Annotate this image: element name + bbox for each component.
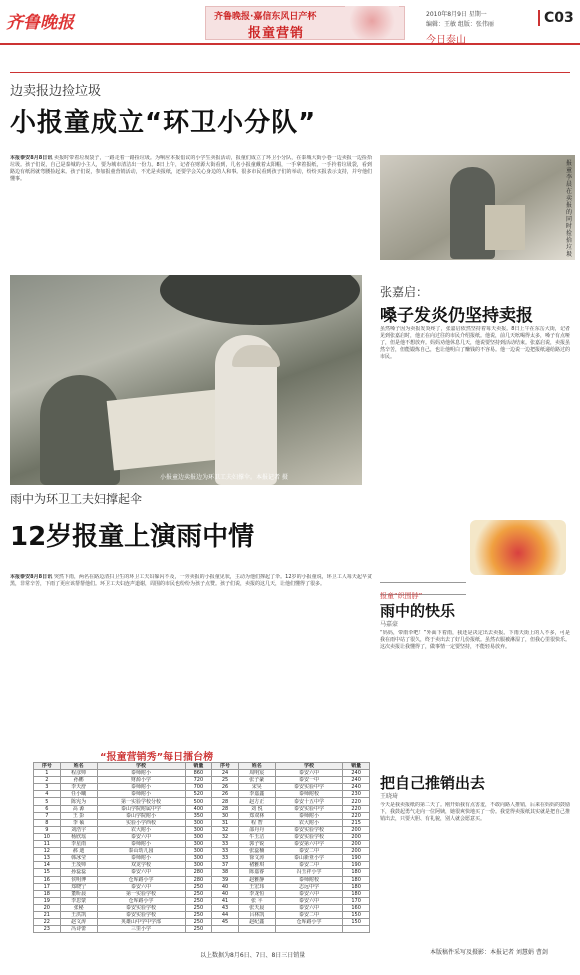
table-cell: 郑双林	[238, 812, 275, 819]
table-cell: 23	[34, 926, 61, 933]
table-cell: 33	[212, 848, 239, 855]
table-body	[34, 770, 370, 933]
table-cell: 孙蕊蕊	[60, 869, 97, 876]
article1-kicker: 边卖报边捡垃圾	[10, 84, 102, 99]
table-header-row	[34, 763, 370, 770]
table-row	[34, 784, 370, 791]
table-cell: 郑晓宁	[60, 883, 97, 890]
table-cell: 160	[343, 904, 370, 911]
table-cell: 33	[212, 855, 239, 862]
main-photo-caption: 小报童边卖报边为环卫工夫妇撑伞。本报记者 摄	[160, 474, 288, 481]
table-row	[34, 919, 370, 926]
table-cell: 10	[34, 833, 61, 840]
table-row	[34, 791, 370, 798]
table-cell: 180	[343, 876, 370, 883]
table-header-cell: 销量	[343, 763, 370, 770]
table-cell: 26	[212, 784, 239, 791]
table-cell: 2	[34, 777, 61, 784]
table-cell: 240	[343, 777, 370, 784]
table-cell: 陈嘉睿	[238, 869, 275, 876]
table-cell: 杨欣瑶	[60, 833, 97, 840]
table-cell	[343, 926, 370, 933]
article1-headline: 小报童成立“环卫小分队”	[10, 108, 317, 138]
table-cell: 泰师附小	[97, 770, 185, 777]
article3-headline: 嗓子发炎仍坚持卖报	[380, 306, 533, 326]
table-cell	[212, 926, 239, 933]
table-cell: 张蕊楠	[238, 848, 275, 855]
section-divider	[10, 72, 570, 73]
table-cell: 泰山学院附小	[97, 812, 185, 819]
table-cell: 泰安六中	[275, 904, 343, 911]
table-cell: 高 源	[60, 805, 97, 812]
table-header-cell: 学校	[275, 763, 343, 770]
table-cell: 泰安六中	[97, 833, 185, 840]
table-cell: 24	[212, 770, 239, 777]
table-cell: 李思蒙	[60, 897, 97, 904]
table-cell: 泰安六中	[275, 897, 343, 904]
table-cell: 王茂帅	[60, 862, 97, 869]
banner-sponsor-text: 齐鲁晚报·嘉信东风日产杯	[214, 12, 317, 22]
table-cell: 150	[343, 919, 370, 926]
table-cell: 泰安六中	[275, 770, 343, 777]
table-cell: 4	[34, 791, 61, 798]
table-cell: 李嘉鑫	[238, 791, 275, 798]
section-name: 今日泰山	[426, 35, 466, 46]
newspaper-logo: 齐鲁晚报	[6, 13, 74, 33]
table-row	[34, 911, 370, 918]
table-cell: 500	[185, 798, 212, 805]
table-cell: 褚雅琪	[238, 862, 275, 869]
banner-title: 报童营销	[248, 26, 305, 41]
table-row	[34, 826, 370, 833]
table-row	[34, 862, 370, 869]
table-row	[34, 897, 370, 904]
table-cell: 泰师附小	[97, 784, 185, 791]
table-cell: 农大附小	[97, 826, 185, 833]
table-cell: 220	[343, 812, 370, 819]
decorative-graphic	[470, 520, 566, 575]
table-cell: 250	[185, 890, 212, 897]
table-cell: 31	[212, 819, 239, 826]
table-row	[34, 805, 370, 812]
table-cell: 720	[185, 777, 212, 784]
table-cell: 250	[185, 919, 212, 926]
table-cell: 14	[34, 862, 61, 869]
table-cell: 泰安二中	[275, 848, 343, 855]
table-note: 以上数据为8月6日、7日、8日三日销量	[200, 952, 306, 959]
table-cell: 徐文涛	[238, 855, 275, 862]
table-cell: 泰师附校	[275, 791, 343, 798]
table-cell: 王宏玮	[238, 883, 275, 890]
table-cell: 泰安六中	[97, 883, 185, 890]
table-cell: 泰师附小	[97, 855, 185, 862]
table-cell: 250	[185, 904, 212, 911]
table-cell: 邵丹丹	[238, 826, 275, 833]
table-cell: 22	[34, 919, 61, 926]
table-cell: 陈宪为	[60, 798, 97, 805]
table-cell: 周明宸	[238, 770, 275, 777]
page-number: C03	[538, 10, 574, 26]
table-cell: 第一实验学校分校	[97, 798, 185, 805]
table-cell: 泰安十五中学	[275, 798, 343, 805]
table-cell: 三里小学	[97, 926, 185, 933]
table-cell: 9	[34, 826, 61, 833]
table-cell: 190	[343, 862, 370, 869]
table-cell: 仓库路小学	[97, 876, 185, 883]
table-cell: 李星雨	[60, 841, 97, 848]
table-cell: 韩冰莹	[60, 855, 97, 862]
table-cell: 志远中学	[275, 883, 343, 890]
table-cell: 任小曦	[60, 791, 97, 798]
table-cell: 泰安二中	[275, 862, 343, 869]
table-cell: 180	[343, 890, 370, 897]
table-cell: 37	[212, 862, 239, 869]
table-cell: 泰安六中	[97, 869, 185, 876]
table-cell: 40	[212, 890, 239, 897]
table-header-cell: 销量	[185, 763, 212, 770]
table-cell: 26	[212, 791, 239, 798]
table-cell: 5	[34, 798, 61, 805]
sidebar-headline-1: 雨中的快乐	[380, 602, 456, 620]
table-cell: 吕林凯	[238, 911, 275, 918]
table-cell: 泰安二中	[275, 911, 343, 918]
table-cell: 泰安实验学校	[97, 904, 185, 911]
table-cell: 200	[343, 841, 370, 848]
table-cell: 20	[34, 904, 61, 911]
table-cell: 39	[212, 876, 239, 883]
table-cell: 250	[185, 911, 212, 918]
table-cell: 冯诗蕾	[60, 926, 97, 933]
flower-graphic	[345, 6, 399, 39]
table-cell: 300	[185, 826, 212, 833]
table-cell: 28	[212, 798, 239, 805]
table-row	[34, 883, 370, 890]
table-cell: 刘 悦	[238, 805, 275, 812]
table-cell: 45	[212, 919, 239, 926]
table-cell: 李天舒	[60, 784, 97, 791]
table-cell: 200	[343, 826, 370, 833]
table-cell: 16	[34, 876, 61, 883]
table-cell: 泰安实验中学	[275, 784, 343, 791]
editor-credit: 编辑：王敏 组版：张伟丽	[426, 21, 494, 28]
table-cell: 农大附小	[275, 819, 343, 826]
table-cell: 33	[212, 841, 239, 848]
table-cell: 宋昊	[238, 784, 275, 791]
table-cell: 40	[212, 883, 239, 890]
article2-kicker: 雨中为环卫工夫妇撑起伞	[10, 492, 143, 506]
table-row	[34, 855, 370, 862]
table-cell: 11	[34, 841, 61, 848]
table-header-cell: 序号	[34, 763, 61, 770]
table-cell: 冯玉祥小学	[275, 869, 343, 876]
table-cell: 21	[34, 911, 61, 918]
table-cell: 泰安实验学校	[275, 833, 343, 840]
table-cell: 赵雅静	[238, 876, 275, 883]
issue-date: 2010年8月9日 星期一	[426, 11, 487, 18]
table-cell: 180	[343, 869, 370, 876]
table-cell: 泰师附小	[97, 841, 185, 848]
table-header-cell: 序号	[212, 763, 239, 770]
table-cell: 13	[34, 855, 61, 862]
table-cell: 32	[212, 826, 239, 833]
table-cell: 实验小学西校	[97, 819, 185, 826]
table-cell: 孙鹏	[60, 777, 97, 784]
table-cell: 300	[185, 841, 212, 848]
table-cell: 李龙恒	[238, 890, 275, 897]
table-cell: 8	[34, 819, 61, 826]
table-cell: 300	[185, 819, 212, 826]
table-header-cell: 学校	[97, 763, 185, 770]
table-cell: 仓库路小学	[97, 897, 185, 904]
table-cell: 6	[34, 805, 61, 812]
table-cell	[238, 926, 275, 933]
table-cell: 程彦帅	[60, 770, 97, 777]
table-cell: 泰安一中	[275, 777, 343, 784]
table-cell: 董昕晨	[60, 890, 97, 897]
table-cell: 43	[212, 904, 239, 911]
table-row	[34, 798, 370, 805]
table-cell: 700	[185, 784, 212, 791]
table-cell: 520	[185, 791, 212, 798]
table-header-cell: 姓名	[60, 763, 97, 770]
table-cell: 44	[212, 911, 239, 918]
table-cell: 泰安第六中学	[275, 841, 343, 848]
table-cell: 牛玉洁	[238, 833, 275, 840]
table-cell: 220	[343, 798, 370, 805]
table-cell: 泰安实验学校	[275, 826, 343, 833]
table-cell: 泰师附校	[275, 876, 343, 883]
sidebar-body-2: 今天是我卖报纸的第二天了。刚开始我有点害羞，不敢向路人推销，后来在妈妈的鼓励下，我鼓起勇气走向一位阿姨，她很爽快地买了一份。我觉得卖报纸其实就是把自己推销出去，只要大胆、有礼貌，别人就会愿意买。	[380, 802, 570, 822]
table-cell: 25	[212, 777, 239, 784]
page-footer-credit: 本版稿件采写及摄影：本报记者 刘慧娟 曹剑	[430, 949, 548, 956]
table-cell: 250	[185, 926, 212, 933]
table-cell: 350	[185, 812, 212, 819]
sidebar-body-1: “妈妈，带雨伞吧！”外面下着雨，我还是决定出去卖报。下雨天街上的人不多，可是我在雨中站了很久，终于卖出去了好几份报纸。虽然衣服被淋湿了，但我心里很快乐。这次卖报让我懂得了，做事情一定要坚持，不能轻易放弃。	[380, 630, 570, 650]
table-row	[34, 904, 370, 911]
table-cell: 李 硕	[60, 819, 97, 826]
table-cell: 张秘	[60, 904, 97, 911]
table-cell: 19	[34, 897, 61, 904]
table-cell: 仓库路小学	[275, 919, 343, 926]
article2-headline: 12岁报童上演雨中情	[10, 522, 255, 552]
leaderboard-table	[33, 762, 370, 933]
table-cell: 泰师附小	[275, 812, 343, 819]
table-cell: 双龙学校	[97, 862, 185, 869]
table-row	[34, 876, 370, 883]
table-cell: 泰山新亚小学	[275, 855, 343, 862]
table-cell: 400	[185, 805, 212, 812]
table-row	[34, 841, 370, 848]
table-cell: 180	[343, 883, 370, 890]
table-cell: 300	[185, 855, 212, 862]
table-cell: 250	[185, 897, 212, 904]
table-cell: 赵纪鑫	[238, 919, 275, 926]
table-cell: 刘浩宇	[60, 826, 97, 833]
table-cell: 38	[212, 869, 239, 876]
table-cell: 7	[34, 812, 61, 819]
table-cell: 王洪凯	[60, 911, 97, 918]
table-cell: 250	[185, 883, 212, 890]
table-cell: 41	[212, 897, 239, 904]
table-row	[34, 777, 370, 784]
table-cell: 王 彭	[60, 812, 97, 819]
table-cell: 190	[343, 855, 370, 862]
table-cell: 230	[343, 791, 370, 798]
table-cell: 300	[185, 848, 212, 855]
sidebar-byline-2: 王晓琦	[380, 793, 399, 800]
table-cell: 赵方正	[238, 798, 275, 805]
table-cell: 150	[343, 911, 370, 918]
article1-side-photo	[380, 155, 575, 260]
table-cell: 300	[185, 862, 212, 869]
article3-body: 虽然嗓子因为卖报发炎疼了，张嘉启依然坚持着每天卖报。8日上午在东岳大街，记者见到张嘉启时，他正在向过往的市民介绍报纸。他说，前几天吆喝得太多，嗓子有点哑了，但是他不想放弃。妈妈劝他休息几天，他说要坚持到活动结束。张嘉启说，卖报虽然辛苦，但能锻炼自己，也让他明白了赚钱的不容易。他一边说一边把报纸递给路过的市民。	[380, 326, 570, 360]
table-row	[34, 926, 370, 933]
column-badge: 报童“织围脖”	[380, 582, 466, 595]
table-row	[34, 890, 370, 897]
side-photo-caption: 报童李晨在卖报的同时捡拾垃圾	[566, 160, 573, 258]
table-cell: 张天晨	[238, 904, 275, 911]
table-cell: 28	[212, 805, 239, 812]
table-row	[34, 770, 370, 777]
table-cell: 财源小学	[97, 777, 185, 784]
table-row	[34, 812, 370, 819]
table-cell: 32	[212, 833, 239, 840]
table-cell: 程 智	[238, 819, 275, 826]
table-cell: 240	[343, 770, 370, 777]
sidebar-headline-2: 把自己推销出去	[380, 774, 486, 792]
table-cell: 郭子锐	[238, 841, 275, 848]
table-cell: 18	[34, 890, 61, 897]
article1-body: 本报泰安8月8日讯 卖报时带着垃圾袋子，一路走着一路捡垃圾。为响应本报倡议的小学生卖报活动，报童们成立了环卫小分队，在泰城大街小巷一边卖报一边捡拾垃圾。孩子们说，自己是泰城的小主人，要为城市清洁出一份力。8日上午，记者在财源大街看到，几名小报童戴着太阳帽，一手拿着报纸，一手拎着垃圾袋，看到路边有纸屑就弯腰捡起来。孩子们说，参加报童营销活动，不光是卖报纸，还要学会关心身边的人和事。很多市民看到孩子们的举动，纷纷买报表示支持，并夸他们懂事。	[10, 155, 372, 182]
table-cell	[275, 926, 343, 933]
table-cell: 泰师附小	[97, 791, 185, 798]
table-row	[34, 869, 370, 876]
table-cell: 240	[343, 784, 370, 791]
table-cell: 200	[343, 833, 370, 840]
table-cell: 12	[34, 848, 61, 855]
table-cell: 220	[343, 805, 370, 812]
sidebar-byline-1: 马嘉豪	[380, 621, 399, 628]
table-cell: 第一实验学校	[97, 890, 185, 897]
article2-body: 本报泰安8月8日讯 突然下雨，两名在路边清扫卫生的环卫工夫妇躲闪不及，一旁卖报的小报童见状，主动为他们撑起了伞。12岁的小报童说，环卫工人每天起早贪黑，非常辛苦，下雨了更应该帮帮他们。环卫工夫妇连声道谢，周围的市民也纷纷为孩子点赞。孩子们说，卖报的这几天，让他们懂得了很多。	[10, 574, 372, 587]
table-cell: 英雄山中学中学部	[97, 919, 185, 926]
table-cell: 280	[185, 876, 212, 883]
article3-kicker: 张嘉启：	[380, 285, 429, 299]
table-row	[34, 819, 370, 826]
table-cell: 200	[343, 848, 370, 855]
table-cell: 17	[34, 883, 61, 890]
table-row	[34, 848, 370, 855]
table-cell: 215	[343, 819, 370, 826]
table-cell: 泰安六中	[275, 890, 343, 897]
table-row	[34, 833, 370, 840]
table-cell: 170	[343, 897, 370, 904]
leaderboard-title: “报童营销秀”每日擂台榜	[100, 752, 214, 763]
table-cell: 赵文涛	[60, 919, 97, 926]
table-cell: 泰安实验中学	[275, 805, 343, 812]
table-cell: 张 平	[238, 897, 275, 904]
table-header-cell: 姓名	[238, 763, 275, 770]
table-cell: 泰安实验学校	[97, 911, 185, 918]
table-cell: 1	[34, 770, 61, 777]
table-cell: 泰山幼儿园	[97, 848, 185, 855]
table-cell: 张子豪	[238, 777, 275, 784]
table-cell: 300	[185, 833, 212, 840]
table-cell: 泰山学院附属中学	[97, 805, 185, 812]
table-cell: 15	[34, 869, 61, 876]
table-cell: 郝 迪	[60, 848, 97, 855]
article1-main-photo	[10, 275, 362, 485]
table-cell: 860	[185, 770, 212, 777]
table-cell: 30	[212, 812, 239, 819]
table-cell: 280	[185, 869, 212, 876]
table-cell: 3	[34, 784, 61, 791]
table-cell: 侯明博	[60, 876, 97, 883]
